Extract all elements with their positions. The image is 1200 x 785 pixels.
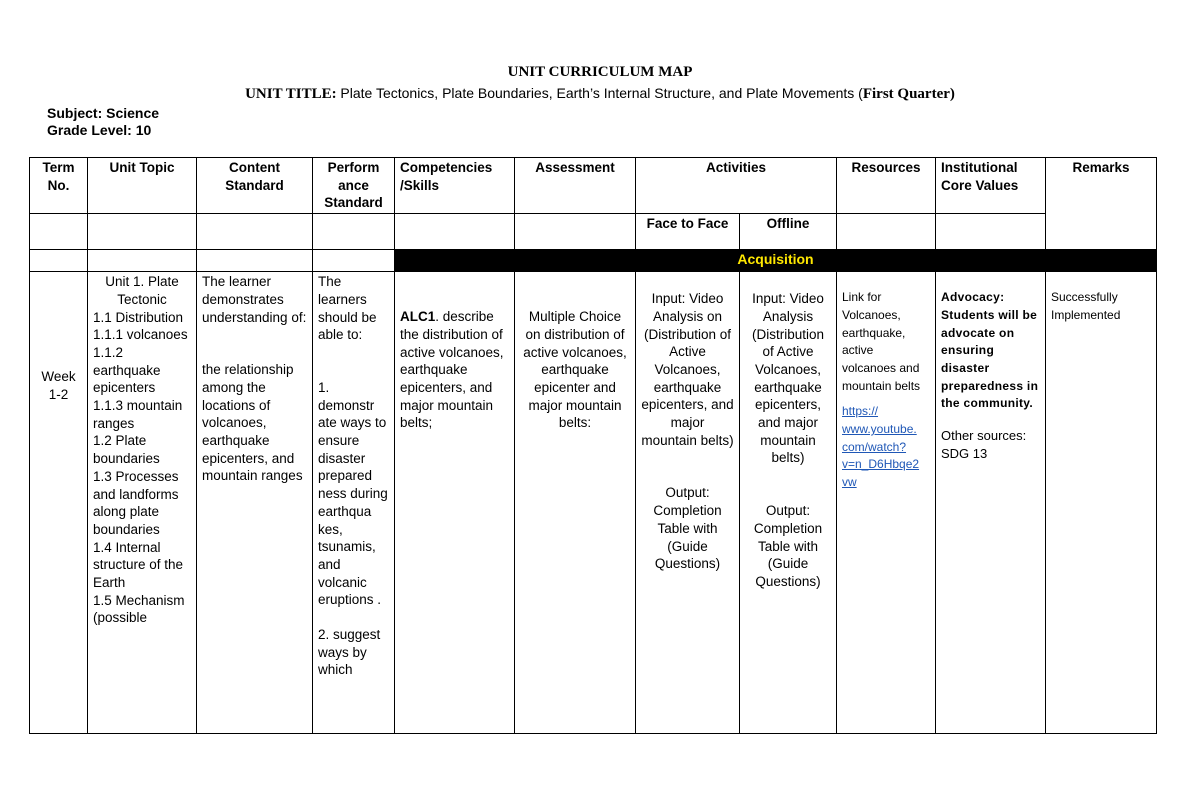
unit-title <box>0 85 1200 103</box>
unit-topic-items: 1.1 Distribution 1.1.1 volcanoes 1.1.2 earthquake epicenters 1.1.3 mountain ranges 1.2 Plate boundaries 1.3 Processes and landforms along plate boundaries 1.4 Internal structure of the Earth 1.5 Mechanism (possible <box>93 309 188 626</box>
content-standard-intro: The learner demonstrates understanding of: <box>202 274 307 325</box>
col-resources: Resources <box>837 158 936 214</box>
performance-standard-item-1: 1. demonstr ate ways to ensure disaster prepared ness during earthqua kes, tsunamis, and volcanic eruptions . <box>318 379 388 608</box>
col-competencies: Competencies /Skills <box>395 158 515 214</box>
offline-cell <box>740 272 837 734</box>
unit-title-text: Plate Tectonics, Plate Boundaries, Earth’s Internal Structure, and Plate Movements ( <box>340 85 863 101</box>
competency-code: ALC1 <box>400 309 436 325</box>
col-term: Term No. <box>30 158 88 214</box>
f2f-output: Output: Completion Table with (Guide Questions) <box>653 485 722 572</box>
header-row <box>30 158 1157 214</box>
unit-topic-cell <box>88 272 197 734</box>
subheader-row <box>30 214 1157 250</box>
core-values-advocacy: Advocacy: Students will be advocate on ensuring disaster preparedness in the community. <box>941 290 1039 411</box>
col-assessment: Assessment <box>515 158 636 214</box>
content-standard-body: the relationship among the locations of volcanoes, earthquake epicenters, and mountain ranges <box>202 362 303 484</box>
col-activities: Activities <box>636 158 837 214</box>
offline-input: Input: Video Analysis (Distribution of Active Volcanoes, earthquake epicenters, and major mountain belts) <box>751 291 825 466</box>
grade-level-label: Grade Level: 10 <box>47 122 152 138</box>
remarks-cell <box>1046 272 1157 734</box>
face-to-face-cell <box>636 272 740 734</box>
col-face-to-face: Face to Face <box>636 214 740 250</box>
performance-standard-item-2: 2. suggest ways by which <box>318 627 381 678</box>
performance-standard-intro: The learners should be able to: <box>318 274 377 343</box>
term-cell: Week 1-2 <box>30 272 88 734</box>
unit-title-label: UNIT TITLE: <box>245 86 337 102</box>
core-values-other: Other sources: SDG 13 <box>941 428 1027 461</box>
col-core-values: Institutional Core Values <box>936 158 1046 214</box>
performance-standard-cell <box>313 272 395 734</box>
quarter-label: First Quarter <box>862 86 950 102</box>
competency-text: . describe the distribution of active volcanoes, earthquake epicenters, and major mountain belts; <box>400 309 504 431</box>
acquisition-banner: Acquisition <box>395 250 1157 272</box>
section-row <box>30 250 1157 272</box>
unit-topic-heading: Unit 1. Plate Tectonic <box>105 274 179 307</box>
subject-label: Subject: Science <box>47 105 160 121</box>
col-performance-standard: Perform ance Standard <box>313 158 395 214</box>
resources-cell <box>837 272 936 734</box>
col-remarks: Remarks <box>1046 158 1157 250</box>
week-row <box>30 272 1157 734</box>
curriculum-map-table <box>29 157 1157 734</box>
remarks-text: Successfully Implemented <box>1051 290 1121 322</box>
resources-text: Link for Volcanoes, earthquake, active volcanoes and mountain belts <box>842 290 921 393</box>
content-standard-cell <box>197 272 313 734</box>
assessment-text: Multiple Choice on distribution of active volcanoes, earthquake epicenter and major mountain belts: <box>523 309 627 431</box>
competency-cell <box>395 272 515 734</box>
f2f-input: Input: Video Analysis on (Distribution of Active Volcanoes, earthquake epicenters, and major mountain belts) <box>641 291 734 448</box>
offline-output: Output: Completion Table with (Guide Questions) <box>753 503 823 589</box>
document-title: UNIT CURRICULUM MAP <box>507 64 693 80</box>
youtube-link[interactable]: https:// www.youtube. com/watch? v=n_D6Hbqe2 vw <box>842 404 920 490</box>
col-offline: Offline <box>740 214 837 250</box>
core-values-cell <box>936 272 1046 734</box>
col-unit-topic: Unit Topic <box>88 158 197 214</box>
assessment-cell <box>515 272 636 734</box>
col-content-standard: Content Standard <box>197 158 313 214</box>
close-paren: ) <box>949 86 955 102</box>
